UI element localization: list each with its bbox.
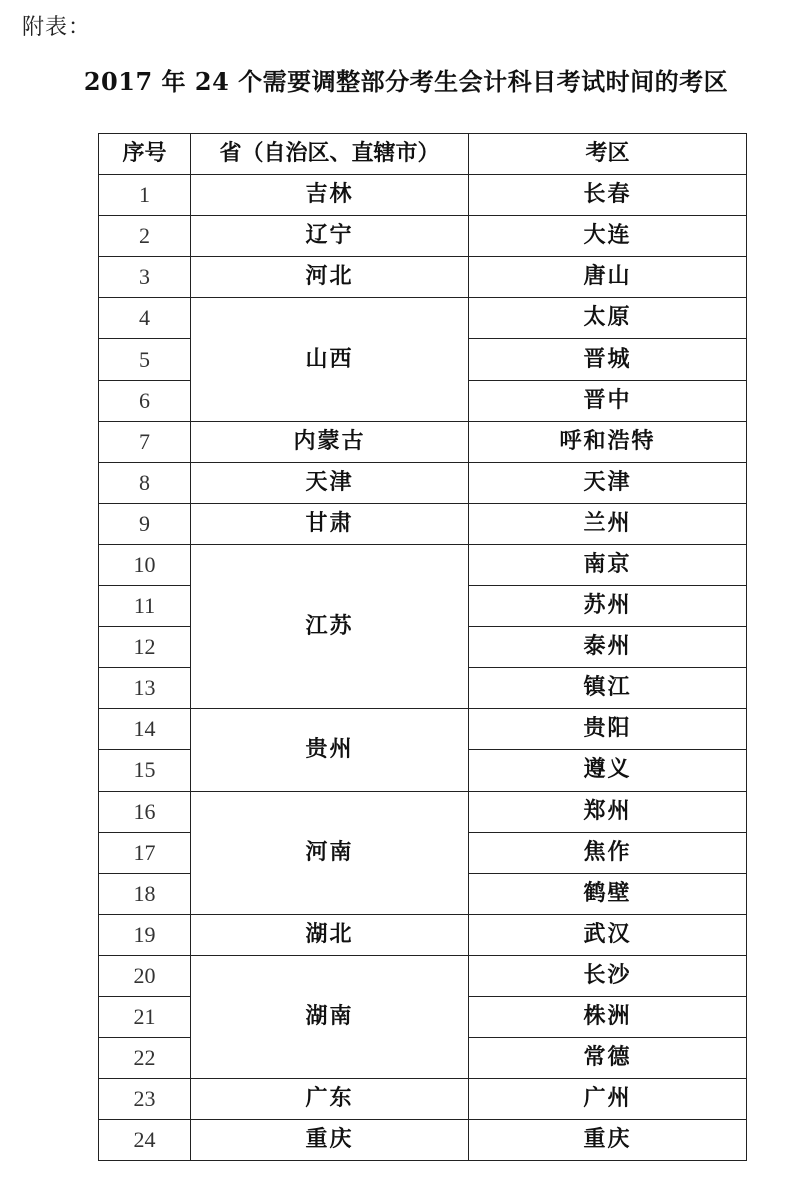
- table-row: [99, 462, 747, 503]
- serial-number-cell: 7: [99, 421, 191, 462]
- exam-area-cell: 常德: [469, 1038, 747, 1079]
- exam-area-cell: 镇江: [469, 668, 747, 709]
- serial-number-cell: 10: [99, 544, 191, 585]
- table-row: [99, 175, 747, 216]
- exam-area-table: [98, 133, 747, 1161]
- province-cell: 甘肃: [191, 503, 469, 544]
- exam-area-cell: 唐山: [469, 257, 747, 298]
- province-cell: 河北: [191, 257, 469, 298]
- exam-area-cell: 株洲: [469, 996, 747, 1037]
- table-row: [99, 421, 747, 462]
- table-row: [99, 914, 747, 955]
- province-cell: 吉林: [191, 175, 469, 216]
- province-cell: 湖北: [191, 914, 469, 955]
- serial-number-cell: 11: [99, 586, 191, 627]
- serial-number-cell: 1: [99, 175, 191, 216]
- serial-number-cell: 8: [99, 462, 191, 503]
- province-cell: 江苏: [191, 544, 469, 708]
- serial-number-cell: 6: [99, 380, 191, 421]
- exam-area-cell: 贵阳: [469, 709, 747, 750]
- serial-number-cell: 20: [99, 955, 191, 996]
- exam-area-cell: 郑州: [469, 791, 747, 832]
- serial-number-cell: 4: [99, 298, 191, 339]
- table-row: [99, 257, 747, 298]
- province-cell: 贵州: [191, 709, 469, 791]
- header-exam-area: 考区: [469, 134, 747, 175]
- table-row: [99, 1120, 747, 1161]
- province-cell: 河南: [191, 791, 469, 914]
- exam-area-cell: 广州: [469, 1079, 747, 1120]
- exam-area-cell: 遵义: [469, 750, 747, 791]
- province-cell: 辽宁: [191, 216, 469, 257]
- document-title: 2017 年 24 个需要调整部分考生会计科目考试时间的考区: [83, 67, 729, 96]
- table-header-row: [99, 134, 747, 175]
- serial-number-cell: 22: [99, 1038, 191, 1079]
- attachment-label: 附表：: [22, 15, 92, 40]
- header-serial-number: 序号: [99, 134, 191, 175]
- exam-area-cell: 大连: [469, 216, 747, 257]
- province-cell: 天津: [191, 462, 469, 503]
- exam-area-cell: 兰州: [469, 503, 747, 544]
- serial-number-cell: 19: [99, 914, 191, 955]
- serial-number-cell: 14: [99, 709, 191, 750]
- exam-area-cell: 天津: [469, 462, 747, 503]
- table-row: [99, 503, 747, 544]
- serial-number-cell: 16: [99, 791, 191, 832]
- serial-number-cell: 5: [99, 339, 191, 380]
- province-cell: 内蒙古: [191, 421, 469, 462]
- serial-number-cell: 2: [99, 216, 191, 257]
- exam-area-cell: 南京: [469, 544, 747, 585]
- table-row: [99, 955, 747, 996]
- exam-area-cell: 苏州: [469, 586, 747, 627]
- header-province: 省（自治区、直辖市）: [191, 134, 469, 175]
- exam-area-cell: 长沙: [469, 955, 747, 996]
- serial-number-cell: 15: [99, 750, 191, 791]
- table-row: [99, 791, 747, 832]
- exam-area-cell: 晋中: [469, 380, 747, 421]
- exam-area-cell: 武汉: [469, 914, 747, 955]
- table-row: [99, 1079, 747, 1120]
- province-cell: 广东: [191, 1079, 469, 1120]
- exam-area-cell: 重庆: [469, 1120, 747, 1161]
- serial-number-cell: 21: [99, 996, 191, 1037]
- exam-area-cell: 泰州: [469, 627, 747, 668]
- province-cell: 山西: [191, 298, 469, 421]
- serial-number-cell: 3: [99, 257, 191, 298]
- serial-number-cell: 17: [99, 832, 191, 873]
- province-cell: 重庆: [191, 1120, 469, 1161]
- table-row: [99, 544, 747, 585]
- serial-number-cell: 18: [99, 873, 191, 914]
- table-row: [99, 216, 747, 257]
- serial-number-cell: 24: [99, 1120, 191, 1161]
- exam-area-cell: 鹤壁: [469, 873, 747, 914]
- serial-number-cell: 9: [99, 503, 191, 544]
- table-body: [99, 175, 747, 1161]
- province-cell: 湖南: [191, 955, 469, 1078]
- exam-area-cell: 太原: [469, 298, 747, 339]
- exam-area-cell: 长春: [469, 175, 747, 216]
- table-row: [99, 298, 747, 339]
- serial-number-cell: 23: [99, 1079, 191, 1120]
- table-row: [99, 709, 747, 750]
- serial-number-cell: 13: [99, 668, 191, 709]
- exam-area-cell: 焦作: [469, 832, 747, 873]
- exam-area-cell: 晋城: [469, 339, 747, 380]
- exam-area-cell: 呼和浩特: [469, 421, 747, 462]
- serial-number-cell: 12: [99, 627, 191, 668]
